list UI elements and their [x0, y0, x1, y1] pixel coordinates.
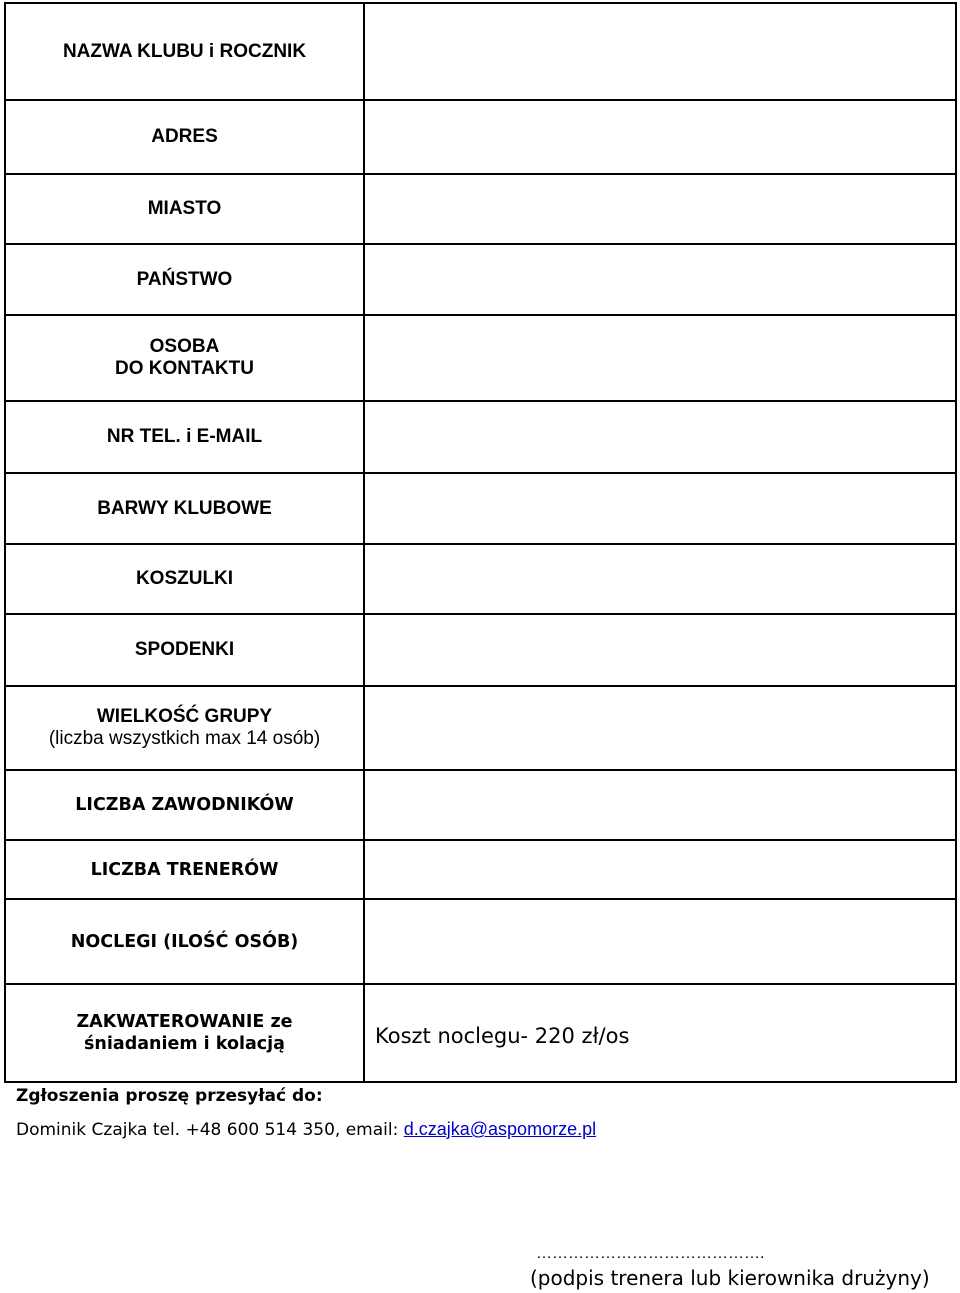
label-city: MIASTO — [5, 174, 364, 244]
label-shorts: SPODENKI — [5, 614, 364, 686]
label-coaches-count: LICZBA TRENERÓW — [5, 840, 364, 899]
signature-caption: (podpis trenera lub kierownika drużyny) — [530, 1266, 930, 1290]
label-club-colors: BARWY KLUBOWE — [5, 473, 364, 544]
label-players-count: LICZBA ZAWODNIKÓW — [5, 770, 364, 840]
label-club-name: NAZWA KLUBU i ROCZNIK — [5, 3, 364, 100]
form-row-shirts — [5, 544, 956, 614]
form-row-group-size — [5, 686, 956, 770]
signature-line: ……………………………………. — [536, 1245, 765, 1262]
form-row-coaches-count — [5, 840, 956, 899]
field-address[interactable] — [364, 100, 956, 174]
form-row-phone-email — [5, 401, 956, 473]
field-accommodation-persons[interactable] — [364, 899, 956, 984]
form-row-shorts — [5, 614, 956, 686]
registration-form-table — [4, 2, 957, 1083]
field-players-count[interactable] — [364, 770, 956, 840]
form-row-club-colors — [5, 473, 956, 544]
submission-contact — [16, 1119, 596, 1140]
field-contact-person[interactable] — [364, 315, 956, 401]
form-row-club-name — [5, 3, 956, 100]
form-row-accommodation-persons — [5, 899, 956, 984]
label-lodging: ZAKWATEROWANIE ze śniadaniem i kolacją — [5, 984, 364, 1082]
label-group-size: WIELKOŚĆ GRUPY (liczba wszystkich max 14 osób) — [5, 686, 364, 770]
field-club-name[interactable] — [364, 3, 956, 100]
submission-email-link[interactable]: d.czajka@aspomorze.pl — [403, 1119, 597, 1139]
label-address: ADRES — [5, 100, 364, 174]
label-phone-email: NR TEL. i E-MAIL — [5, 401, 364, 473]
field-shirts[interactable] — [364, 544, 956, 614]
form-row-contact-person — [5, 315, 956, 401]
form-row-players-count — [5, 770, 956, 840]
lodging-cost-text: Koszt noclegu- 220 zł/os — [375, 1024, 630, 1048]
form-row-city — [5, 174, 956, 244]
submission-contact-text: Dominik Czajka tel. +48 600 514 350, email: — [16, 1120, 404, 1140]
field-city[interactable] — [364, 174, 956, 244]
field-lodging[interactable] — [364, 984, 956, 1082]
label-accommodation-persons: NOCLEGI (ILOŚĆ OSÓB) — [5, 899, 364, 984]
form-row-lodging — [5, 984, 956, 1082]
label-shirts: KOSZULKI — [5, 544, 364, 614]
label-contact-person: OSOBA DO KONTAKTU — [5, 315, 364, 401]
field-phone-email[interactable] — [364, 401, 956, 473]
field-coaches-count[interactable] — [364, 840, 956, 899]
field-shorts[interactable] — [364, 614, 956, 686]
field-country[interactable] — [364, 244, 956, 315]
field-club-colors[interactable] — [364, 473, 956, 544]
submission-title: Zgłoszenia proszę przesyłać do: — [16, 1086, 323, 1106]
form-row-address — [5, 100, 956, 174]
form-row-country — [5, 244, 956, 315]
field-group-size[interactable] — [364, 686, 956, 770]
label-country: PAŃSTWO — [5, 244, 364, 315]
